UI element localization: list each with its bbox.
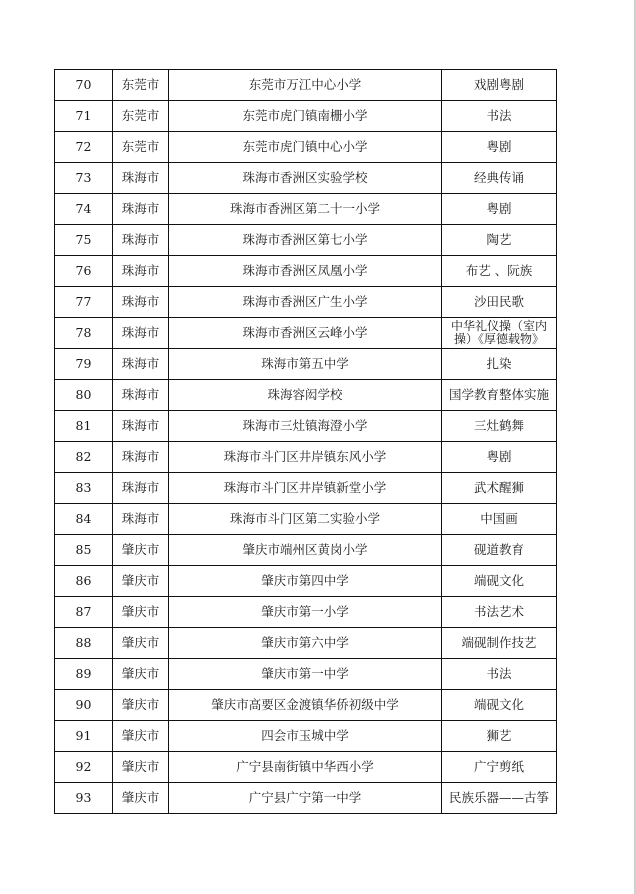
table-row	[55, 132, 557, 163]
row-number: 88	[55, 628, 113, 659]
school-cell: 东莞市万江中心小学	[169, 70, 442, 101]
city-cell: 肇庆市	[113, 659, 169, 690]
row-number: 83	[55, 473, 113, 504]
school-cell: 珠海市三灶镇海澄小学	[169, 411, 442, 442]
row-number: 84	[55, 504, 113, 535]
project-cell: 粤剧	[442, 194, 557, 225]
row-number: 80	[55, 380, 113, 411]
school-cell: 肇庆市第一中学	[169, 659, 442, 690]
project-cell: 广宁剪纸	[442, 752, 557, 783]
row-number: 86	[55, 566, 113, 597]
row-number: 93	[55, 783, 113, 814]
project-cell: 端砚制作技艺	[442, 628, 557, 659]
project-cell: 狮艺	[442, 721, 557, 752]
table-row	[55, 70, 557, 101]
school-cell: 珠海市斗门区井岸镇新堂小学	[169, 473, 442, 504]
city-cell: 珠海市	[113, 473, 169, 504]
project-cell: 书法艺术	[442, 597, 557, 628]
city-cell: 珠海市	[113, 504, 169, 535]
city-cell: 肇庆市	[113, 566, 169, 597]
school-cell: 肇庆市端州区黄岗小学	[169, 535, 442, 566]
project-cell: 武术醒狮	[442, 473, 557, 504]
row-number: 77	[55, 287, 113, 318]
project-cell: 端砚文化	[442, 690, 557, 721]
school-cell: 珠海市斗门区井岸镇东风小学	[169, 442, 442, 473]
project-cell: 三灶鹤舞	[442, 411, 557, 442]
row-number: 92	[55, 752, 113, 783]
city-cell: 肇庆市	[113, 628, 169, 659]
project-cell: 粤剧	[442, 132, 557, 163]
school-cell: 广宁县广宁第一中学	[169, 783, 442, 814]
table-row	[55, 752, 557, 783]
table-row	[55, 504, 557, 535]
row-number: 71	[55, 101, 113, 132]
table-row	[55, 287, 557, 318]
school-cell: 东莞市虎门镇中心小学	[169, 132, 442, 163]
row-number: 78	[55, 318, 113, 349]
table-row	[55, 783, 557, 814]
project-cell: 国学教育整体实施	[442, 380, 557, 411]
table-row	[55, 163, 557, 194]
row-number: 91	[55, 721, 113, 752]
school-cell: 珠海市第五中学	[169, 349, 442, 380]
row-number: 87	[55, 597, 113, 628]
project-cell: 书法	[442, 101, 557, 132]
table-row	[55, 411, 557, 442]
table-row	[55, 535, 557, 566]
project-cell: 书法	[442, 659, 557, 690]
city-cell: 珠海市	[113, 442, 169, 473]
row-number: 76	[55, 256, 113, 287]
school-cell: 珠海容闳学校	[169, 380, 442, 411]
project-cell: 中国画	[442, 504, 557, 535]
table-row	[55, 597, 557, 628]
row-number: 72	[55, 132, 113, 163]
table-row	[55, 256, 557, 287]
school-cell: 肇庆市第四中学	[169, 566, 442, 597]
city-cell: 珠海市	[113, 318, 169, 349]
project-cell: 端砚文化	[442, 566, 557, 597]
table-row	[55, 659, 557, 690]
city-cell: 珠海市	[113, 287, 169, 318]
school-table	[54, 69, 557, 814]
row-number: 89	[55, 659, 113, 690]
city-cell: 东莞市	[113, 70, 169, 101]
project-cell: 粤剧	[442, 442, 557, 473]
city-cell: 珠海市	[113, 194, 169, 225]
city-cell: 珠海市	[113, 411, 169, 442]
table-row	[55, 380, 557, 411]
school-cell: 珠海市香洲区实验学校	[169, 163, 442, 194]
table-row	[55, 194, 557, 225]
school-cell: 珠海市斗门区第二实验小学	[169, 504, 442, 535]
school-cell: 肇庆市高要区金渡镇华侨初级中学	[169, 690, 442, 721]
school-table-body	[55, 70, 557, 814]
project-cell: 砚道教育	[442, 535, 557, 566]
city-cell: 东莞市	[113, 132, 169, 163]
row-number: 85	[55, 535, 113, 566]
table-row	[55, 473, 557, 504]
school-cell: 肇庆市第一小学	[169, 597, 442, 628]
project-cell: 戏剧粤剧	[442, 70, 557, 101]
project-cell: 扎染	[442, 349, 557, 380]
project-cell: 经典传诵	[442, 163, 557, 194]
school-cell: 四会市玉城中学	[169, 721, 442, 752]
row-number: 90	[55, 690, 113, 721]
school-cell: 珠海市香洲区凤凰小学	[169, 256, 442, 287]
city-cell: 肇庆市	[113, 783, 169, 814]
city-cell: 肇庆市	[113, 597, 169, 628]
project-cell: 中华礼仪操（室内操）《厚德载物》	[442, 318, 557, 349]
table-row	[55, 566, 557, 597]
school-cell: 珠海市香洲区第二十一小学	[169, 194, 442, 225]
city-cell: 肇庆市	[113, 690, 169, 721]
row-number: 73	[55, 163, 113, 194]
project-cell: 沙田民歌	[442, 287, 557, 318]
row-number: 70	[55, 70, 113, 101]
city-cell: 珠海市	[113, 256, 169, 287]
table-row	[55, 690, 557, 721]
city-cell: 珠海市	[113, 225, 169, 256]
city-cell: 珠海市	[113, 380, 169, 411]
school-cell: 广宁县南街镇中华西小学	[169, 752, 442, 783]
row-number: 75	[55, 225, 113, 256]
city-cell: 肇庆市	[113, 721, 169, 752]
table-row	[55, 225, 557, 256]
city-cell: 肇庆市	[113, 535, 169, 566]
school-cell: 肇庆市第六中学	[169, 628, 442, 659]
project-cell: 民族乐器——古筝	[442, 783, 557, 814]
table-row	[55, 628, 557, 659]
table-row	[55, 442, 557, 473]
city-cell: 东莞市	[113, 101, 169, 132]
row-number: 74	[55, 194, 113, 225]
row-number: 82	[55, 442, 113, 473]
school-cell: 东莞市虎门镇南栅小学	[169, 101, 442, 132]
table-row	[55, 318, 557, 349]
table-row	[55, 721, 557, 752]
table-row	[55, 349, 557, 380]
city-cell: 珠海市	[113, 349, 169, 380]
school-cell: 珠海市香洲区第七小学	[169, 225, 442, 256]
city-cell: 珠海市	[113, 163, 169, 194]
city-cell: 肇庆市	[113, 752, 169, 783]
project-cell: 布艺 、阮族	[442, 256, 557, 287]
project-cell: 陶艺	[442, 225, 557, 256]
row-number: 79	[55, 349, 113, 380]
school-cell: 珠海市香洲区云峰小学	[169, 318, 442, 349]
table-row	[55, 101, 557, 132]
school-cell: 珠海市香洲区广生小学	[169, 287, 442, 318]
row-number: 81	[55, 411, 113, 442]
